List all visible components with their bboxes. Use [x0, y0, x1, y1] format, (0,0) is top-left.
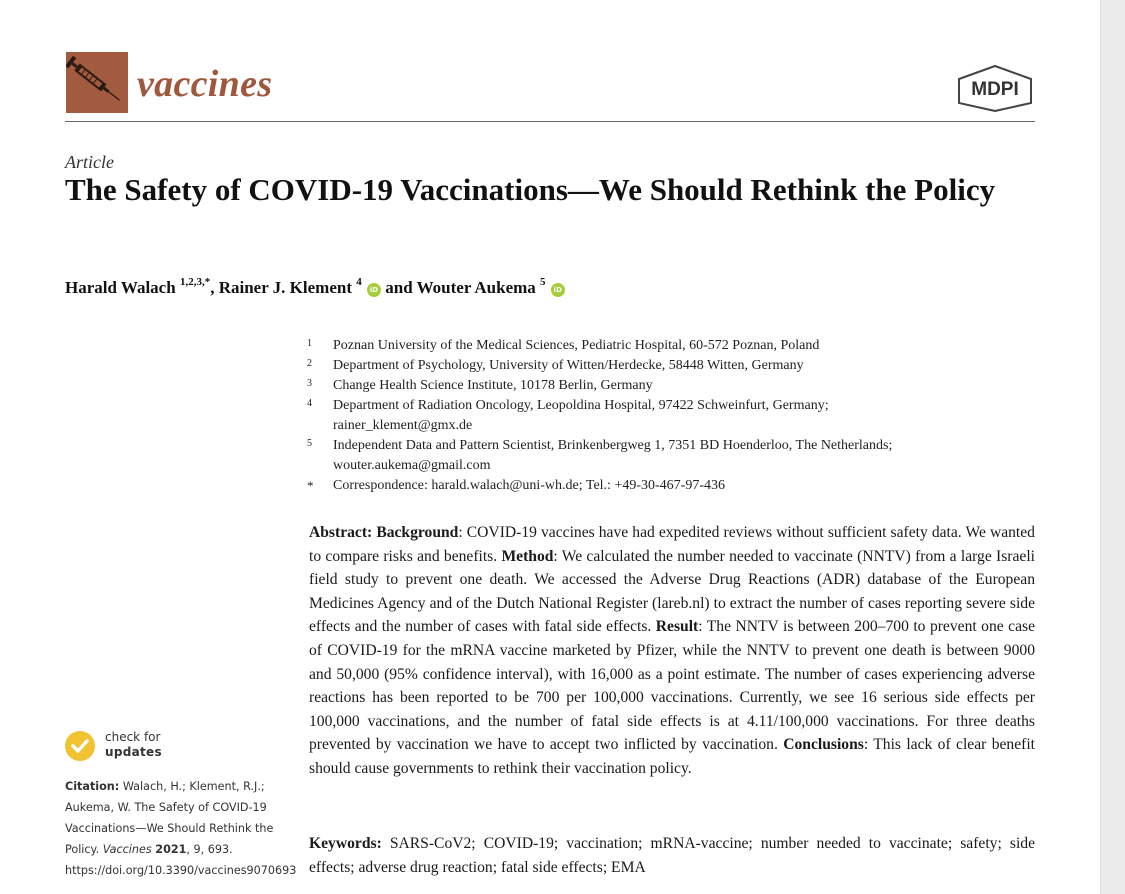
- keywords: [309, 832, 1035, 879]
- abstract-section-text: : We calculated the number needed to vaccinate (NNTV) from a large Israeli field study to prevent one death. We accessed the Adverse Drug Reactions (ADR) database of the European Medicines Agency and of the Dutch National Register (lareb.nl) to extract the number of cases reporting severe side effects and the number of cases with fatal side effects.: [309, 547, 1035, 636]
- check-for-updates-label: [105, 730, 162, 760]
- mdpi-logo: [955, 64, 1035, 112]
- affiliation-item: [307, 396, 1047, 436]
- citation-label: Citation:: [65, 780, 120, 793]
- citation: [65, 776, 297, 881]
- affiliation-item: [307, 336, 1047, 356]
- affiliation-line: rainer_klement@gmx.de: [333, 418, 473, 433]
- check-for-updates-line2: updates: [105, 745, 162, 759]
- viewer-scrollbar-track[interactable]: [1100, 0, 1125, 894]
- author-separator: and: [381, 278, 417, 297]
- abstract: [309, 521, 1035, 781]
- author-name: Harald Walach: [65, 278, 176, 297]
- abstract-section-text: : The NNTV is between 200–700 to prevent one case of COVID-19 for the mRNA vaccine marketed by Pfizer, while the NNTV to prevent one death is between 9000 and 50,000 (95% confidence interval), with 16,000 as a point estimate. The number of cases experiencing adverse reactions has been reported to be 700 per 100,000 vaccinations. Currently, we see 16 serious side effects per 100,000 vaccinations, and the number of fatal side effects is at 4.11/100,000 vaccinations. For three deaths prevented by vaccination we have to accept two inflicted by vaccination.: [309, 618, 1035, 754]
- author-affiliation-sup: 4: [356, 276, 362, 289]
- citation-year: 2021: [155, 843, 187, 856]
- article-title: The Safety of COVID-19 Vaccinations—We Should Rethink the Policy: [65, 172, 996, 207]
- affiliation-item: [307, 376, 1047, 396]
- author-affiliation-sup: 5: [540, 276, 546, 289]
- correspondence: [307, 476, 1047, 496]
- citation-rest: , 9, 693. https://doi.org/10.3390/vaccines9070693: [65, 843, 297, 877]
- affiliation-number: 2: [307, 358, 312, 369]
- orcid-icon[interactable]: iD: [367, 283, 381, 297]
- journal-logo: [66, 52, 128, 113]
- syringe-icon: [66, 52, 128, 113]
- affiliation-number: 5: [307, 438, 312, 449]
- affiliation-item: [307, 356, 1047, 376]
- journal-name: vaccines: [137, 63, 273, 105]
- header-rule: [65, 121, 1035, 122]
- abstract-section-heading: Result: [655, 618, 699, 636]
- affiliation-line: Change Health Science Institute, 10178 Berlin, Germany: [333, 378, 653, 393]
- abstract-label: Abstract:: [309, 524, 373, 541]
- affiliation-line: wouter.aukema@gmail.com: [333, 458, 491, 473]
- affiliation-number: 3: [307, 378, 312, 389]
- affiliation-line: Department of Psychology, University of Witten/Herdecke, 58448 Witten, Germany: [333, 358, 804, 373]
- author-name: Rainer J. Klement: [218, 278, 352, 297]
- affiliation-item: [307, 436, 1047, 476]
- affiliation-line: Department of Radiation Oncology, Leopoldina Hospital, 97422 Schweinfurt, Germany;: [333, 398, 829, 413]
- affiliation-line: Independent Data and Pattern Scientist, Brinkenbergweg 1, 7351 BD Hoenderloo, The Netherlands;: [333, 438, 893, 453]
- publisher-name: MDPI: [971, 79, 1019, 100]
- author-name: Wouter Aukema: [416, 278, 536, 297]
- affiliation-line: Poznan University of the Medical Sciences, Pediatric Hospital, 60-572 Poznan, Poland: [333, 338, 820, 353]
- citation-text: Walach, H.; Klement, R.J.; Aukema, W. The Safety of COVID-19 Vaccinations—We Should Rethink the Policy.: [65, 780, 274, 856]
- affiliation-number: 1: [307, 338, 312, 349]
- abstract-section-heading: Background: [376, 524, 459, 541]
- orcid-icon[interactable]: iD: [551, 283, 565, 297]
- correspondence-text: Correspondence: harald.walach@uni-wh.de; Tel.: +49-30-467-97-436: [333, 478, 725, 493]
- correspondence-marker: *: [307, 478, 314, 493]
- check-for-updates-badge[interactable]: [65, 729, 175, 763]
- abstract-section-heading: Method: [501, 547, 554, 565]
- check-for-updates-line1: check for: [105, 730, 161, 744]
- article-type: Article: [65, 152, 114, 172]
- author-affiliation-sup: 1,2,3,*: [179, 276, 211, 289]
- author-list: [65, 278, 565, 298]
- abstract-section-heading: Conclusions: [783, 736, 864, 754]
- abstract-section-text: : COVID-19 vaccines have had expedited reviews without sufficient safety data. We wanted to compare risks and benefits.: [309, 524, 1035, 565]
- affiliation-list: [307, 336, 1047, 496]
- keywords-text: SARS-CoV2; COVID-19; vaccination; mRNA-vaccine; number needed to vaccinate; safety; side effects; adverse drug reaction; fatal side effects; EMA: [309, 835, 1035, 876]
- keywords-label: Keywords:: [309, 835, 382, 852]
- citation-journal: Vaccines: [102, 843, 152, 856]
- affiliation-number: 4: [307, 398, 312, 409]
- author-separator: ,: [210, 278, 219, 297]
- abstract-section-text: : This lack of clear benefit should cause governments to rethink their vaccination policy.: [309, 736, 1035, 777]
- check-for-updates-icon: [65, 731, 95, 761]
